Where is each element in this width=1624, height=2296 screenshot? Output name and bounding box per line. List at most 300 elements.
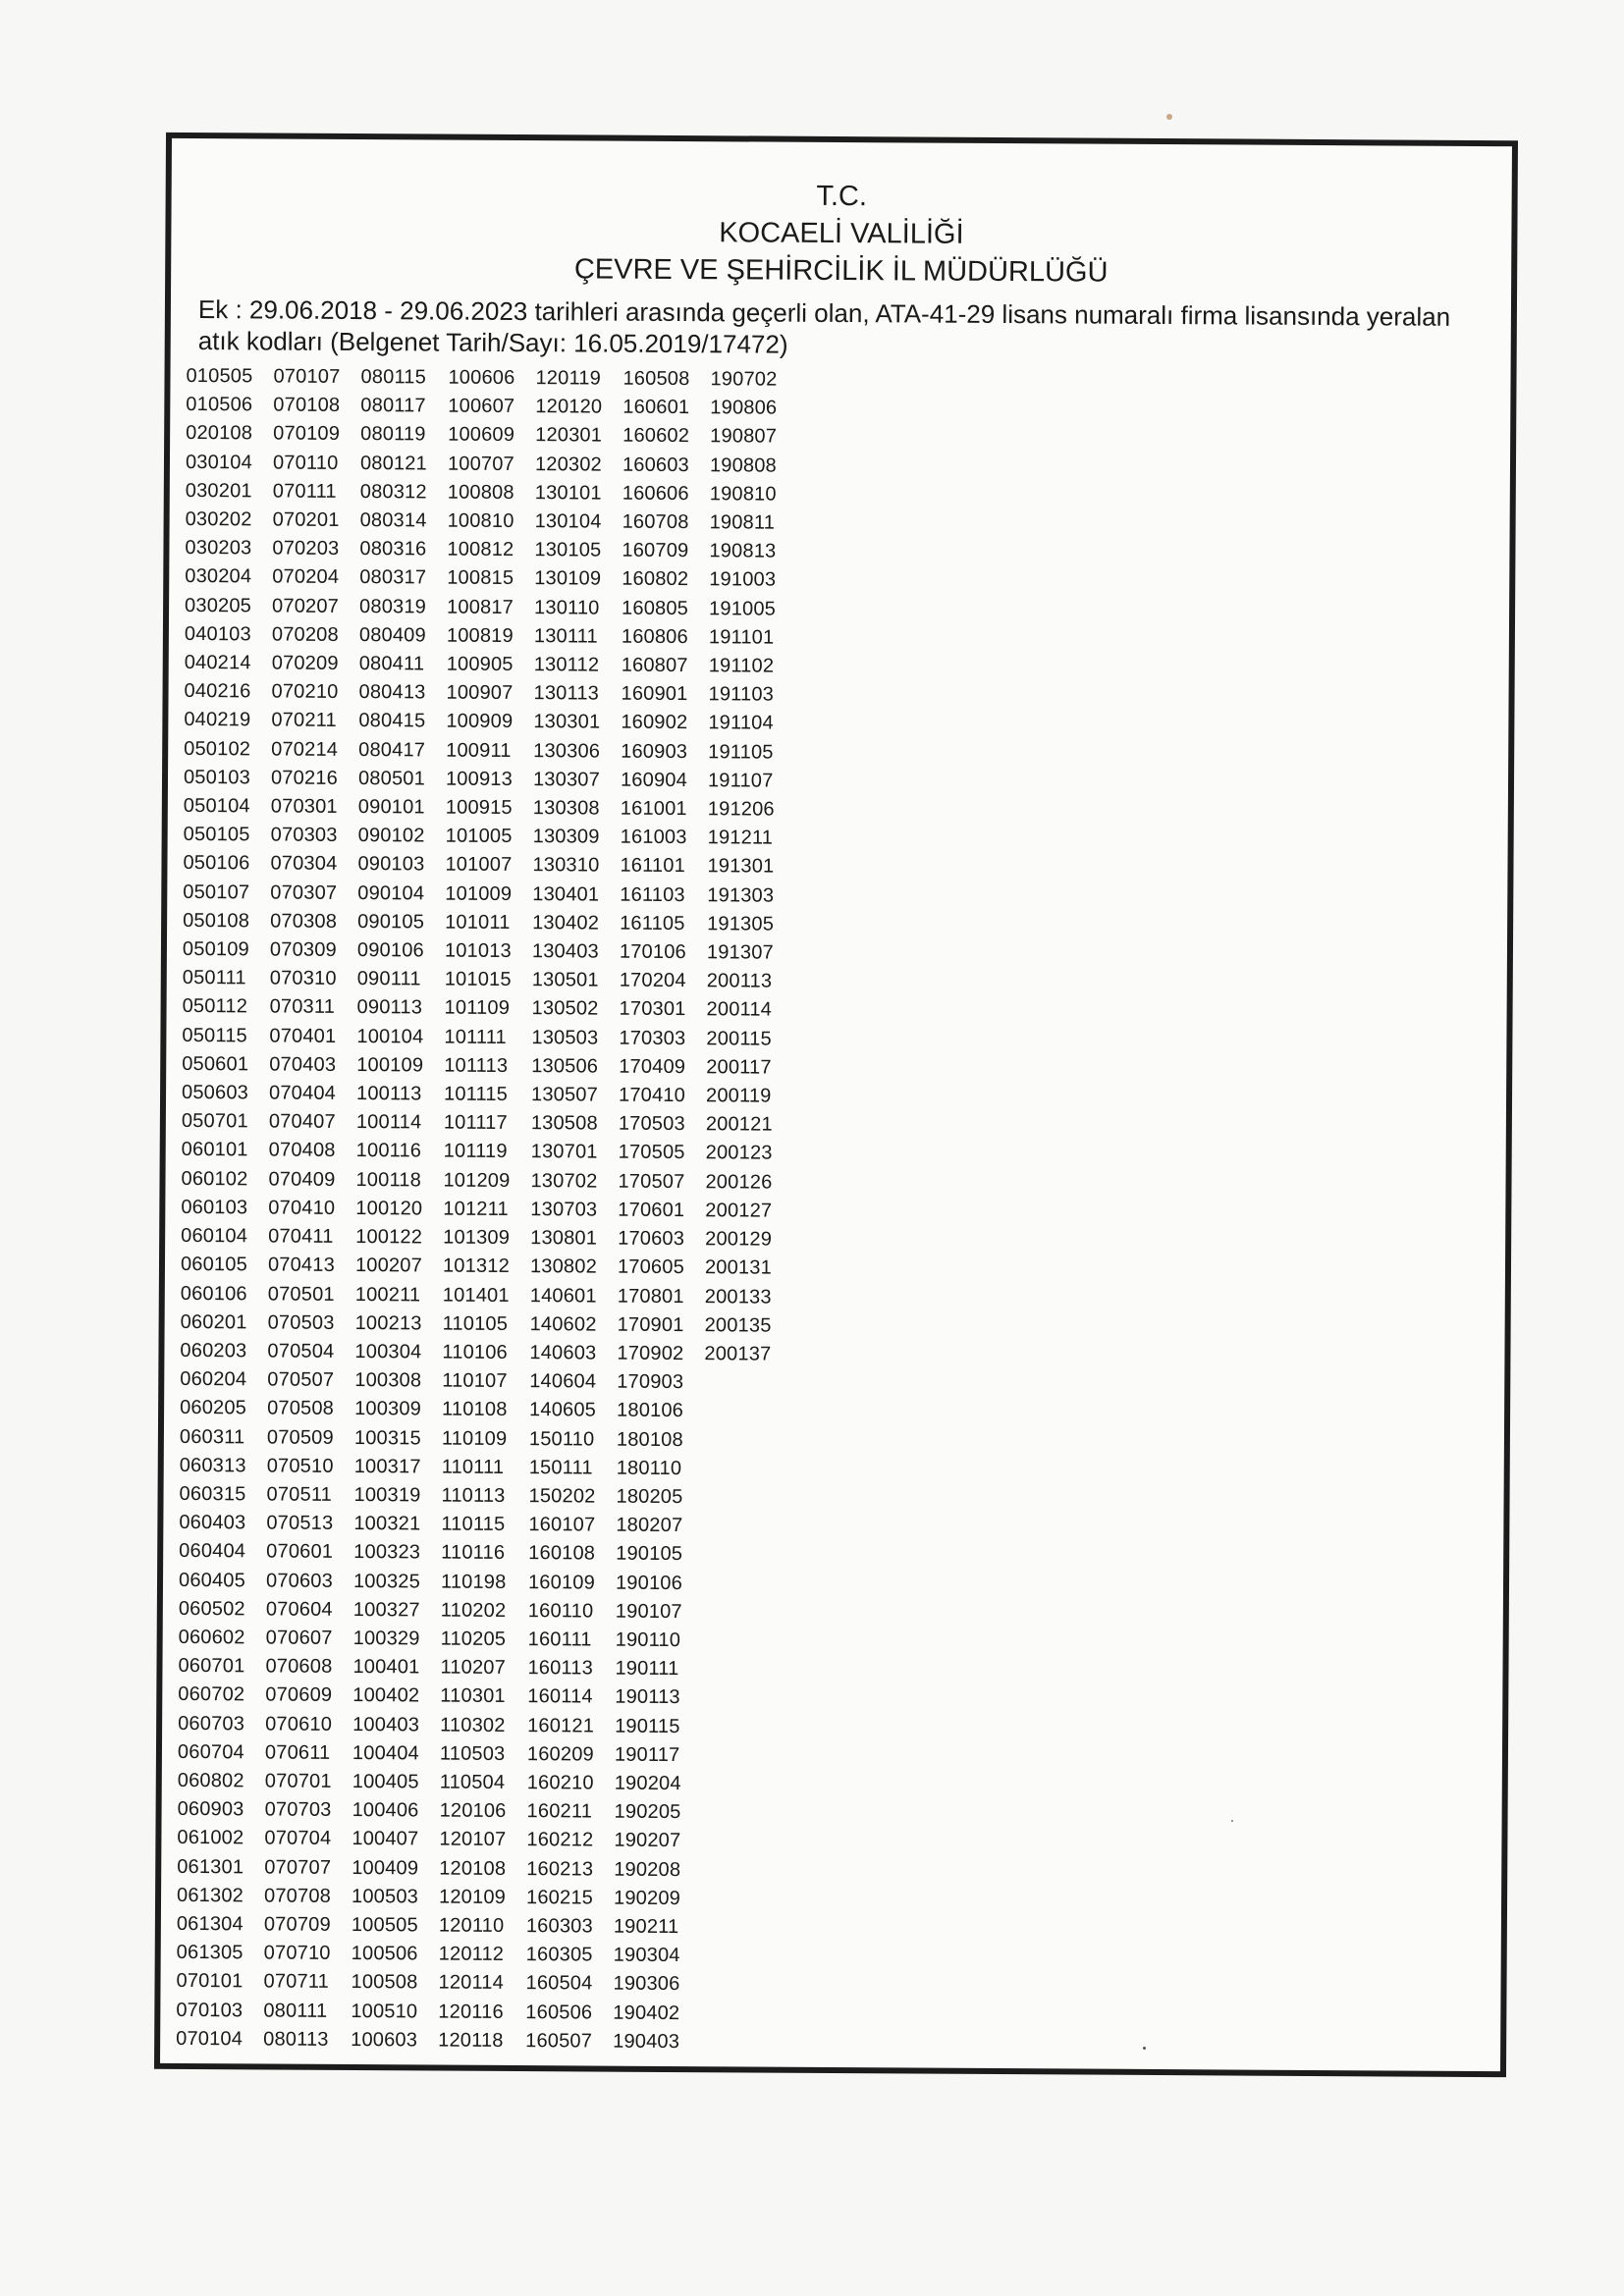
waste-code: 100207 <box>354 1255 423 1277</box>
waste-code: 170901 <box>617 1313 684 1336</box>
waste-code: 170605 <box>617 1255 685 1279</box>
waste-code: 191303 <box>707 883 775 907</box>
waste-code: 060102 <box>181 1167 248 1191</box>
waste-code: 140601 <box>529 1284 597 1308</box>
waste-code: 060204 <box>180 1368 247 1391</box>
waste-code: 160508 <box>623 367 690 391</box>
waste-code: 150110 <box>528 1427 595 1451</box>
waste-code: 070204 <box>272 565 340 589</box>
waste-code: 200123 <box>705 1142 773 1165</box>
waste-code: 120302 <box>534 453 603 476</box>
waste-code: 060704 <box>177 1740 244 1764</box>
waste-code: 100810 <box>447 509 514 533</box>
waste-code: 130501 <box>531 969 599 991</box>
waste-code: 110107 <box>442 1369 508 1393</box>
waste-code: 130802 <box>529 1255 598 1278</box>
waste-code: 070611 <box>264 1741 331 1764</box>
waste-code: 090104 <box>357 881 425 905</box>
waste-code: 130402 <box>532 911 600 934</box>
waste-code: 100401 <box>352 1656 420 1679</box>
waste-code: 110198 <box>440 1571 507 1593</box>
waste-code: 160215 <box>525 1886 594 1909</box>
waste-code: 100609 <box>448 423 515 447</box>
waste-code: 070411 <box>268 1225 334 1248</box>
waste-code: 150202 <box>528 1485 596 1508</box>
waste-code: 090105 <box>357 910 425 934</box>
waste-code: 100406 <box>352 1799 419 1822</box>
waste-code: 070511 <box>266 1483 333 1506</box>
waste-code: 101005 <box>445 825 513 848</box>
waste-code: 050112 <box>182 995 248 1018</box>
waste-code: 190207 <box>614 1829 681 1852</box>
intro-line-2: atık kodları (Belgenet Tarih/Sayı: 16.05.2019/17472) <box>197 326 788 359</box>
waste-code: 101109 <box>444 997 511 1020</box>
waste-code: 190115 <box>615 1715 680 1737</box>
waste-code: 101309 <box>443 1226 511 1250</box>
intro-line-1: Ek : 29.06.2018 - 29.06.2023 tarihleri arasında geçerli olan, ATA-41-29 lisans numaralı firma lisansında yeralan <box>197 294 1451 332</box>
waste-code: 130506 <box>531 1054 599 1078</box>
waste-code: 161105 <box>620 912 685 934</box>
waste-code: 070704 <box>264 1827 332 1850</box>
waste-code: 030201 <box>185 479 252 503</box>
waste-code: 191101 <box>708 626 775 649</box>
waste-code: 100116 <box>355 1140 422 1162</box>
waste-code: 130703 <box>530 1198 598 1221</box>
waste-code: 030205 <box>185 594 252 616</box>
waste-code: 100404 <box>352 1741 419 1765</box>
waste-code: 130307 <box>532 768 601 791</box>
waste-code: 070607 <box>265 1627 333 1649</box>
waste-code: 170507 <box>618 1170 685 1193</box>
waste-code: 070711 <box>263 1970 330 1994</box>
waste-code: 060802 <box>177 1769 244 1792</box>
waste-code: 191105 <box>708 740 774 764</box>
waste-code: 061304 <box>176 1912 244 1936</box>
waste-code: 080119 <box>360 423 426 446</box>
waste-code: 200119 <box>705 1085 772 1107</box>
waste-code: 160209 <box>526 1742 594 1766</box>
waste-code: 110115 <box>441 1513 506 1536</box>
waste-code: 170902 <box>617 1342 684 1364</box>
waste-code: 100403 <box>352 1713 420 1735</box>
waste-code: 160110 <box>527 1599 594 1623</box>
waste-code: 200127 <box>705 1200 773 1222</box>
waste-code: 060701 <box>178 1655 245 1678</box>
waste-code: 101009 <box>445 882 513 905</box>
waste-code: 160211 <box>526 1800 593 1823</box>
waste-code: 160902 <box>621 712 688 734</box>
waste-code: 070503 <box>267 1311 335 1334</box>
waste-code: 070507 <box>267 1368 335 1391</box>
waste-code: 070603 <box>265 1569 334 1592</box>
waste-code: 100607 <box>448 395 515 418</box>
waste-code: 060315 <box>179 1482 246 1506</box>
waste-code: 050115 <box>182 1024 247 1047</box>
waste-code: 070214 <box>271 738 339 761</box>
waste-code: 170503 <box>618 1112 685 1136</box>
waste-code: 070201 <box>272 508 340 531</box>
waste-code: 110302 <box>440 1714 506 1736</box>
waste-code: 080417 <box>358 738 426 762</box>
waste-code: 060101 <box>181 1139 248 1161</box>
waste-code: 161003 <box>620 826 687 849</box>
waste-code: 020108 <box>186 422 253 445</box>
waste-code: 050111 <box>182 967 246 989</box>
waste-code: 200137 <box>704 1343 772 1365</box>
waste-code: 070308 <box>270 910 338 933</box>
waste-code: 160303 <box>525 1915 593 1938</box>
waste-code: 070216 <box>270 767 339 789</box>
code-column <box>176 362 274 2054</box>
waste-code: 130701 <box>530 1141 598 1164</box>
waste-code: 150111 <box>528 1456 593 1479</box>
waste-code: 060103 <box>181 1196 248 1219</box>
waste-code: 130105 <box>534 539 602 561</box>
waste-code: 160807 <box>621 654 688 677</box>
waste-code: 110109 <box>441 1427 508 1450</box>
waste-code: 070108 <box>273 394 341 417</box>
waste-code: 101013 <box>444 939 512 963</box>
waste-code: 100909 <box>446 711 514 733</box>
waste-code: 170301 <box>619 998 686 1021</box>
waste-code: 070109 <box>273 422 341 446</box>
waste-code: 170204 <box>619 969 686 992</box>
waste-code: 200133 <box>704 1285 772 1308</box>
waste-code: 100819 <box>446 624 514 647</box>
waste-code: 190107 <box>615 1600 682 1623</box>
code-column <box>700 365 798 2056</box>
waste-code: 120116 <box>438 2001 504 2023</box>
waste-code: 120110 <box>438 1914 505 1937</box>
waste-code: 060403 <box>179 1512 246 1534</box>
waste-code: 100402 <box>352 1684 420 1707</box>
waste-code: 190810 <box>709 483 777 506</box>
waste-code: 100407 <box>352 1828 419 1850</box>
waste-code: 090103 <box>357 853 425 876</box>
waste-code: 160903 <box>621 740 688 763</box>
waste-code: 101211 <box>443 1198 509 1220</box>
waste-code: 190205 <box>614 1800 681 1824</box>
waste-code: 070708 <box>264 1885 332 1907</box>
waste-code: 080415 <box>358 710 426 732</box>
waste-code: 160114 <box>527 1685 593 1708</box>
waste-code: 160121 <box>527 1714 595 1737</box>
waste-code: 191003 <box>709 568 777 592</box>
waste-code: 191107 <box>707 770 774 792</box>
waste-code: 160107 <box>528 1514 596 1536</box>
waste-code: 080319 <box>359 595 427 618</box>
waste-code: 100321 <box>353 1513 421 1535</box>
waste-code: 200131 <box>704 1256 773 1279</box>
waste-code: 060201 <box>180 1310 247 1334</box>
waste-code: 070207 <box>272 595 340 617</box>
waste-code: 190813 <box>709 540 777 562</box>
waste-code: 160901 <box>621 682 688 706</box>
waste-code: 160805 <box>622 597 689 619</box>
waste-code: 140602 <box>529 1312 597 1336</box>
waste-code: 100508 <box>351 1971 418 1994</box>
waste-code: 190204 <box>614 1772 681 1795</box>
waste-code: 070408 <box>268 1139 336 1162</box>
code-column <box>351 363 449 2055</box>
waste-code: 160806 <box>621 625 688 648</box>
waste-code: 130403 <box>531 940 599 963</box>
waste-code: 200121 <box>705 1113 773 1136</box>
waste-code: 070404 <box>268 1082 337 1104</box>
waste-code: 130801 <box>530 1227 598 1250</box>
waste-code: 130306 <box>533 739 601 763</box>
waste-code: 100812 <box>447 538 514 561</box>
waste-code: 100118 <box>355 1168 422 1192</box>
header-governorship: KOCAELİ VALİLİĞİ <box>719 217 964 250</box>
waste-code: 100319 <box>353 1483 421 1507</box>
waste-code: 070701 <box>264 1770 332 1792</box>
waste-code: 100815 <box>447 566 514 590</box>
waste-code: 070510 <box>266 1455 334 1477</box>
waste-code: 100211 <box>354 1283 421 1306</box>
waste-code: 050106 <box>183 852 250 875</box>
waste-code: 100104 <box>356 1025 424 1048</box>
waste-code: 190211 <box>613 1915 679 1939</box>
waste-code: 070501 <box>267 1282 335 1306</box>
waste-code: 061301 <box>177 1855 244 1878</box>
scan-speck <box>1143 2047 1146 2050</box>
waste-code: 061002 <box>177 1827 244 1849</box>
waste-code: 080121 <box>359 452 428 475</box>
waste-code: 070211 <box>271 709 337 732</box>
waste-code: 191305 <box>707 913 775 935</box>
waste-code: 070403 <box>269 1053 337 1076</box>
waste-code: 180106 <box>617 1399 684 1422</box>
waste-code: 060702 <box>178 1683 245 1706</box>
waste-code: 110106 <box>442 1341 508 1363</box>
waste-code: 160210 <box>526 1772 594 1794</box>
waste-code: 080501 <box>357 767 426 790</box>
waste-code: 100405 <box>352 1770 419 1793</box>
waste-code: 130111 <box>533 624 598 648</box>
waste-code: 070301 <box>270 795 338 818</box>
waste-code: 130109 <box>534 567 602 590</box>
waste-code: 100122 <box>355 1226 423 1249</box>
waste-code: 100905 <box>446 653 514 676</box>
waste-code: 101401 <box>442 1284 510 1307</box>
waste-code: 040216 <box>184 680 251 703</box>
waste-code: 200117 <box>706 1056 772 1079</box>
waste-code: 070410 <box>268 1197 336 1219</box>
waste-code: 070310 <box>269 967 337 990</box>
waste-code: 130401 <box>532 882 600 906</box>
code-column <box>438 364 536 2056</box>
waste-code: 070110 <box>272 452 339 474</box>
waste-code: 070707 <box>264 1856 332 1879</box>
waste-code: 060602 <box>178 1626 245 1649</box>
waste-code: 180207 <box>616 1514 683 1537</box>
waste-code: 070104 <box>176 2027 244 2051</box>
waste-code: 130507 <box>530 1084 599 1106</box>
waste-code: 170601 <box>618 1199 685 1221</box>
waste-code: 100907 <box>446 681 514 705</box>
waste-code: 120107 <box>439 1828 507 1851</box>
waste-code: 030204 <box>185 565 252 588</box>
waste-code: 090113 <box>356 996 423 1019</box>
waste-code: 090102 <box>357 825 425 847</box>
waste-code: 191307 <box>706 941 774 964</box>
waste-code: 070210 <box>271 680 339 704</box>
waste-code: 070610 <box>265 1713 333 1735</box>
waste-code: 200114 <box>706 998 773 1022</box>
waste-code: 190304 <box>613 1944 680 1967</box>
waste-code: 090111 <box>356 968 421 990</box>
waste-code: 110202 <box>440 1599 507 1622</box>
waste-code: 101007 <box>445 854 513 877</box>
waste-code: 070203 <box>272 537 340 561</box>
waste-code: 130113 <box>533 682 600 705</box>
waste-code: 190808 <box>709 454 777 477</box>
scan-speck <box>1231 1820 1233 1822</box>
waste-code: 130502 <box>531 997 599 1020</box>
waste-code: 080314 <box>359 509 427 532</box>
waste-code: 070401 <box>269 1025 337 1047</box>
waste-code: 191301 <box>707 855 775 879</box>
waste-code: 170106 <box>619 940 686 964</box>
waste-code: 070709 <box>263 1913 331 1936</box>
waste-code: 110504 <box>439 1771 506 1793</box>
waste-code: 070303 <box>270 824 338 847</box>
waste-code: 070509 <box>266 1425 334 1449</box>
waste-code: 180110 <box>616 1457 682 1479</box>
waste-code: 160111 <box>527 1629 592 1651</box>
waste-code: 060205 <box>180 1397 247 1419</box>
waste-code-table <box>176 362 798 2057</box>
waste-code: 130112 <box>533 654 600 676</box>
waste-code: 110108 <box>442 1398 508 1421</box>
waste-code: 070209 <box>271 652 339 674</box>
waste-code: 140605 <box>529 1399 597 1421</box>
waste-code: 090101 <box>357 796 425 819</box>
waste-code: 050107 <box>183 881 250 904</box>
waste-code: 120118 <box>438 2029 504 2052</box>
waste-code: 030203 <box>185 537 252 560</box>
waste-code: 190306 <box>613 1973 680 1996</box>
waste-code: 160113 <box>527 1657 594 1680</box>
waste-code: 190209 <box>613 1887 681 1909</box>
waste-code: 060703 <box>178 1712 245 1735</box>
waste-code: 080113 <box>263 2028 329 2051</box>
waste-code: 130110 <box>534 596 600 619</box>
waste-code: 100606 <box>448 366 515 389</box>
waste-code: 110111 <box>441 1456 505 1478</box>
waste-code: 070107 <box>273 365 341 388</box>
waste-code: 200113 <box>706 970 773 992</box>
waste-code: 120120 <box>535 396 603 418</box>
waste-code: 100308 <box>354 1369 422 1392</box>
scan-speck <box>1166 114 1172 120</box>
waste-code: 130301 <box>533 711 601 733</box>
waste-code: 190807 <box>710 425 778 449</box>
waste-code: 160601 <box>623 396 690 419</box>
waste-code: 010505 <box>186 364 253 388</box>
waste-code: 110301 <box>440 1684 506 1708</box>
waste-code: 101115 <box>443 1083 509 1106</box>
waste-code: 160108 <box>528 1542 596 1565</box>
waste-code: 080409 <box>358 623 426 647</box>
waste-code: 110113 <box>441 1484 506 1507</box>
waste-code: 190110 <box>615 1629 681 1651</box>
waste-code: 110205 <box>440 1628 507 1650</box>
waste-code: 100327 <box>352 1598 420 1622</box>
waste-code: 200129 <box>705 1228 773 1251</box>
waste-code: 070413 <box>267 1254 336 1277</box>
waste-code: 100506 <box>351 1943 418 1965</box>
waste-code: 130308 <box>532 797 600 820</box>
waste-code: 070703 <box>264 1798 332 1822</box>
waste-code: 070103 <box>176 1999 244 2021</box>
waste-code: 080411 <box>358 653 425 675</box>
waste-code: 110105 <box>442 1312 509 1335</box>
waste-code: 100304 <box>354 1340 422 1363</box>
waste-code: 061302 <box>177 1884 244 1907</box>
waste-code: 191005 <box>709 597 777 620</box>
waste-code: 190111 <box>615 1657 679 1681</box>
waste-code: 130310 <box>532 854 600 877</box>
waste-code: 060313 <box>179 1454 246 1477</box>
waste-code: 160507 <box>525 2029 593 2053</box>
waste-code: 060106 <box>180 1282 247 1305</box>
waste-code: 190106 <box>615 1572 683 1594</box>
waste-code: 190208 <box>614 1858 681 1881</box>
waste-code: 191211 <box>707 827 774 849</box>
waste-code: 190403 <box>613 2030 680 2053</box>
waste-code: 080317 <box>359 566 427 589</box>
waste-code: 160506 <box>525 2001 593 2024</box>
waste-code: 160708 <box>622 510 689 534</box>
waste-code: 170903 <box>617 1370 684 1394</box>
waste-code: 100707 <box>447 453 515 475</box>
waste-code: 060203 <box>180 1339 247 1362</box>
waste-code: 191102 <box>708 655 775 677</box>
waste-code: 101209 <box>443 1169 511 1192</box>
waste-code: 100317 <box>353 1455 421 1478</box>
intro-text <box>198 294 1494 364</box>
waste-code: 190402 <box>613 2002 680 2024</box>
waste-code: 130702 <box>530 1169 598 1193</box>
header-tc: T.C. <box>816 180 868 213</box>
waste-code: 160904 <box>620 769 688 791</box>
waste-code: 100503 <box>351 1885 419 1908</box>
waste-code: 100323 <box>353 1541 421 1564</box>
waste-code: 061305 <box>176 1942 244 1964</box>
waste-code: 070407 <box>268 1110 336 1134</box>
waste-code: 040219 <box>184 709 251 731</box>
waste-code: 040103 <box>184 622 251 646</box>
waste-code: 161001 <box>620 797 687 821</box>
waste-code: 170505 <box>618 1142 685 1164</box>
waste-code: 180108 <box>616 1428 683 1451</box>
waste-code: 170801 <box>617 1285 684 1308</box>
waste-code: 160602 <box>623 425 690 448</box>
waste-code: 160709 <box>622 539 689 562</box>
waste-code: 170603 <box>618 1227 685 1251</box>
waste-code: 050603 <box>181 1082 249 1104</box>
waste-code: 140604 <box>529 1370 597 1393</box>
waste-code: 070311 <box>269 995 336 1019</box>
waste-code: 100329 <box>352 1627 420 1650</box>
waste-code: 070504 <box>267 1340 335 1362</box>
waste-code: 100213 <box>354 1311 422 1335</box>
waste-code: 170410 <box>618 1084 686 1107</box>
waste-code: 050103 <box>183 766 251 789</box>
waste-code: 050105 <box>183 824 250 846</box>
